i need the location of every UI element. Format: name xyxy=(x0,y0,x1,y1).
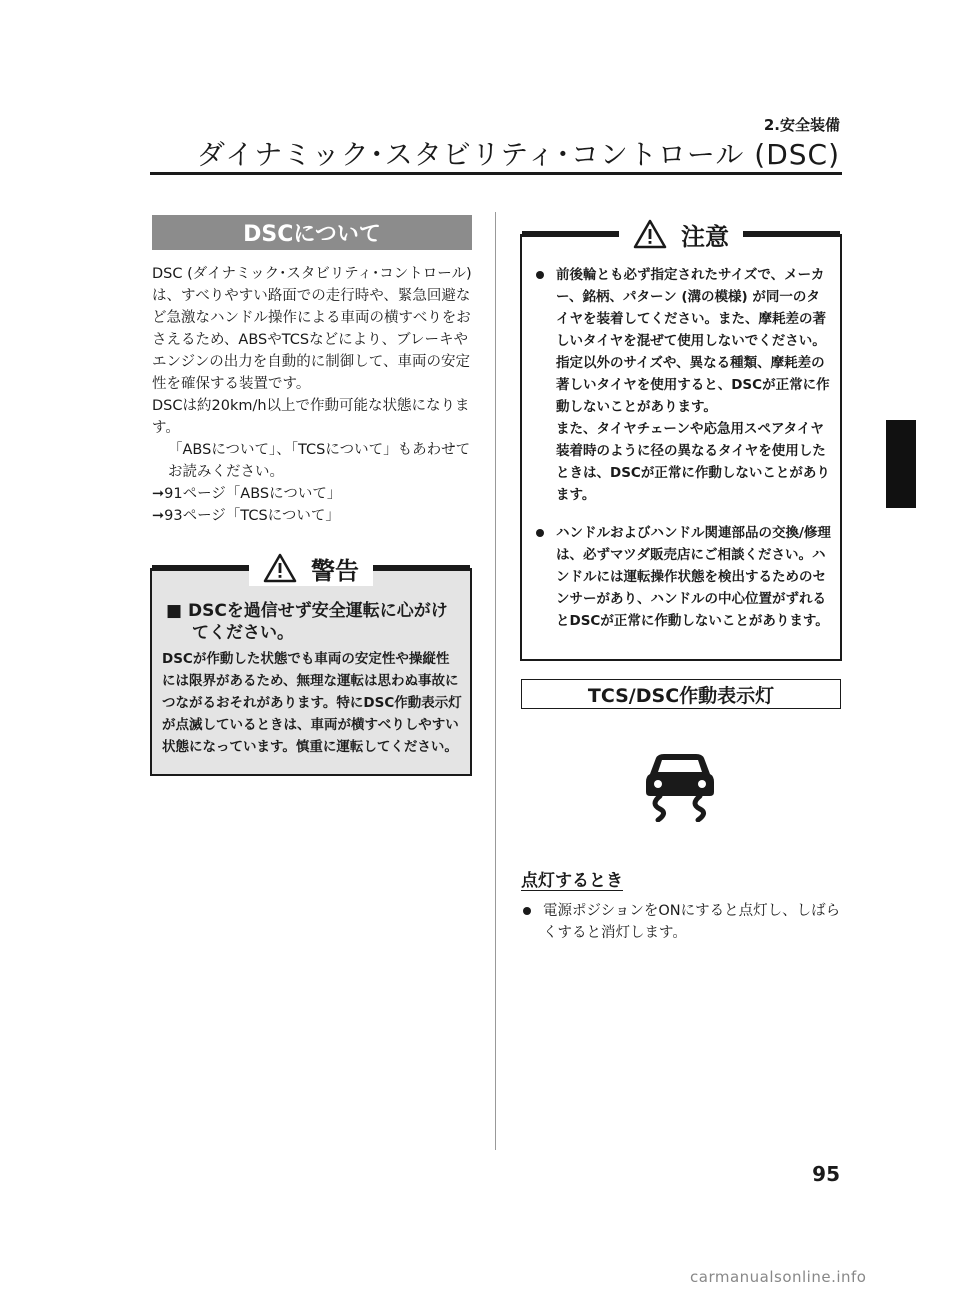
page-title: ダイナミック･スタビリティ･コントロール (DSC) xyxy=(196,138,840,171)
paragraph-1: DSC (ダイナミック･スタビリティ･コントロール) は、すべりやすい路面での走行時や、緊急回避など急激なハンドル操作による車両の横すべりをおさえるため、ABSやTCSなどにより、ブレーキやエンジンの出力を自動的に制御して、車両の安定性を確保する装置です。 xyxy=(152,266,472,392)
list-item: 電源ポジションをONにすると点灯し、しばらくすると消灯します。 xyxy=(521,900,843,944)
warning-triangle-icon xyxy=(263,553,297,583)
warning-label: 警告 xyxy=(311,556,359,585)
dsc-description xyxy=(152,263,474,527)
caution-box xyxy=(520,222,842,661)
section-title-dsc: DSCについて xyxy=(152,215,472,250)
caution-item-subtext: また、タイヤチェーンや応急用スペアタイヤ装着時のように径の異なるタイヤを使用したときは、DSCが正常に作動しないことがあります。 xyxy=(556,421,830,503)
caution-list xyxy=(534,264,832,648)
warning-heading: ■ DSCを過信せず安全運転に心がけてください。 xyxy=(166,601,448,643)
caution-item-text: ハンドルおよびハンドル関連部品の交換/修理は、必ずマツダ販売店にご相談ください。ハンドルには運転操作状態を検出するためのセンサーがあり、ハンドルの中心位置がずれるとDSCが正常に作動しないことがあります。 xyxy=(556,525,831,629)
warning-body: DSCが作動した状態でも車両の安定性や操縦性には限界があるため、無理な運転は思わぬ事故につながるおそれがあります。特にDSC作動表示灯が点滅しているときは、車両が横すべりしやすい状態になっています。慎重に運転してください。 xyxy=(162,651,462,755)
page-reference-tcs[interactable]: ➞93ページ「TCSについて」 xyxy=(152,508,340,524)
section-title-indicator: TCS/DSC作動表示灯 xyxy=(521,679,841,709)
caution-item xyxy=(534,522,832,632)
dsc-skid-car-icon xyxy=(642,752,718,822)
caution-label: 注意 xyxy=(681,222,729,251)
page-number: 95 xyxy=(812,1162,840,1186)
indicator-behavior-list xyxy=(521,900,843,944)
footer-watermark-link[interactable]: carmanualsonline.info xyxy=(690,1268,867,1286)
warning-box xyxy=(150,556,472,776)
subheading-when-lit: 点灯するとき xyxy=(521,871,623,891)
title-rule xyxy=(150,172,842,175)
warning-header xyxy=(152,548,470,588)
caution-item-text: 前後輪とも必ず指定されたサイズで、メーカー、銘柄、パターン (溝の模様) が同一のタイヤを装着してください。また、摩耗差の著しいタイヤを混ぜて使用しないでください。指定以外のサイズや、異なる種類、摩耗差の著しいタイヤを使用すると、DSCが正常に作動しないことがあります。 xyxy=(556,267,830,415)
chapter-tab-marker xyxy=(886,420,916,508)
page-reference-abs[interactable]: ➞91ページ「ABSについて」 xyxy=(152,486,342,502)
column-divider xyxy=(495,212,496,1150)
warning-triangle-icon xyxy=(633,219,667,249)
chapter-label: 2.安全装備 xyxy=(763,116,840,134)
see-also-note: 「ABSについて」、「TCSについて」もあわせてお読みください。 xyxy=(168,442,471,480)
paragraph-2: DSCは約20km/h以上で作動可能な状態になります。 xyxy=(152,398,470,436)
caution-header xyxy=(522,214,840,254)
caution-item xyxy=(534,264,832,506)
